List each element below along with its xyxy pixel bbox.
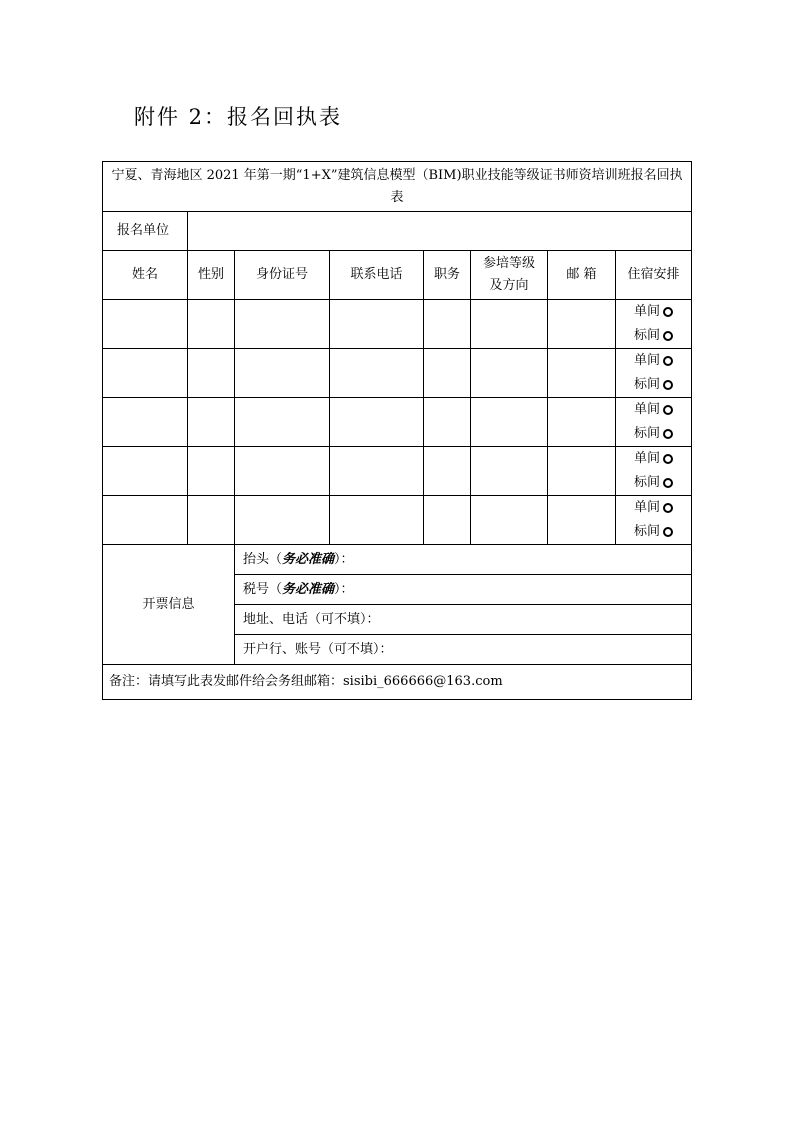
lodging-option-label: 标间	[634, 426, 661, 441]
cell-lodging	[616, 349, 692, 398]
radio-icon[interactable]	[663, 307, 673, 317]
column-header-row	[103, 251, 692, 300]
note: 备注：请填写此表发邮件给会务组邮箱：sisibi_666666@163.com	[103, 665, 692, 700]
unit-field[interactable]	[188, 212, 692, 251]
cell-gender[interactable]	[188, 398, 235, 447]
cell-lodging	[616, 496, 692, 545]
cell-name[interactable]	[103, 349, 188, 398]
lodging-option[interactable]	[634, 398, 673, 422]
cell-name[interactable]	[103, 447, 188, 496]
cell-name[interactable]	[103, 398, 188, 447]
invoice-tax-required: 务必准确	[282, 581, 335, 597]
cell-level[interactable]	[471, 398, 548, 447]
cell-lodging	[616, 300, 692, 349]
cell-level[interactable]	[471, 447, 548, 496]
lodging-option-label: 单间	[634, 304, 661, 319]
radio-icon[interactable]	[663, 478, 673, 488]
cell-gender[interactable]	[188, 496, 235, 545]
column-header: 联系电话	[330, 251, 424, 300]
cell-gender[interactable]	[188, 300, 235, 349]
radio-icon[interactable]	[663, 356, 673, 366]
cell-name[interactable]	[103, 496, 188, 545]
cell-level[interactable]	[471, 349, 548, 398]
cell-position[interactable]	[424, 447, 471, 496]
table-row	[103, 398, 692, 447]
lodging-option-label: 标间	[634, 377, 661, 392]
column-header: 职务	[424, 251, 471, 300]
column-header: 性别	[188, 251, 235, 300]
lodging-option[interactable]	[634, 520, 673, 544]
cell-email[interactable]	[548, 447, 616, 496]
radio-icon[interactable]	[663, 380, 673, 390]
invoice-tax-field[interactable]: 税号（务必准确）：	[235, 575, 692, 605]
table-title: 宁夏、青海地区 2021 年第一期“1+X”建筑信息模型（BIM)职业技能等级证书师资培训班报名回执表	[103, 162, 692, 212]
column-header: 住宿安排	[616, 251, 692, 300]
radio-icon[interactable]	[663, 503, 673, 513]
cell-id-number[interactable]	[235, 398, 330, 447]
lodging-option[interactable]	[634, 496, 673, 520]
lodging-option-label: 单间	[634, 353, 661, 368]
registration-table	[102, 161, 692, 700]
cell-level[interactable]	[471, 300, 548, 349]
lodging-option-label: 单间	[634, 500, 661, 515]
cell-position[interactable]	[424, 349, 471, 398]
lodging-option[interactable]	[634, 349, 673, 373]
table-row	[103, 496, 692, 545]
cell-gender[interactable]	[188, 447, 235, 496]
radio-icon[interactable]	[663, 454, 673, 464]
cell-lodging	[616, 447, 692, 496]
cell-lodging	[616, 398, 692, 447]
cell-id-number[interactable]	[235, 447, 330, 496]
lodging-option[interactable]	[634, 471, 673, 495]
cell-position[interactable]	[424, 496, 471, 545]
lodging-option[interactable]	[634, 300, 673, 324]
cell-name[interactable]	[103, 300, 188, 349]
invoice-title-required: 务必准确	[282, 551, 335, 567]
column-header: 姓名	[103, 251, 188, 300]
cell-id-number[interactable]	[235, 349, 330, 398]
radio-icon[interactable]	[663, 405, 673, 415]
cell-phone[interactable]	[330, 300, 424, 349]
cell-position[interactable]	[424, 398, 471, 447]
cell-email[interactable]	[548, 349, 616, 398]
column-header: 邮 箱	[548, 251, 616, 300]
cell-id-number[interactable]	[235, 300, 330, 349]
table-row	[103, 300, 692, 349]
cell-phone[interactable]	[330, 398, 424, 447]
cell-gender[interactable]	[188, 349, 235, 398]
lodging-option[interactable]	[634, 373, 673, 397]
invoice-bank-field[interactable]: 开户行、账号（可不填）：	[235, 635, 692, 665]
column-header: 身份证号	[235, 251, 330, 300]
lodging-option-label: 单间	[634, 402, 661, 417]
lodging-option[interactable]	[634, 447, 673, 471]
cell-phone[interactable]	[330, 496, 424, 545]
cell-id-number[interactable]	[235, 496, 330, 545]
lodging-option-label: 标间	[634, 328, 661, 343]
invoice-title-field[interactable]: 抬头（务必准确）：	[235, 545, 692, 575]
invoice-address-field[interactable]: 地址、电话（可不填）：	[235, 605, 692, 635]
lodging-option-label: 标间	[634, 475, 661, 490]
cell-phone[interactable]	[330, 447, 424, 496]
lodging-option-label: 单间	[634, 451, 661, 466]
page-heading: 附件 2：报名回执表	[134, 105, 343, 129]
cell-position[interactable]	[424, 300, 471, 349]
radio-icon[interactable]	[663, 331, 673, 341]
cell-phone[interactable]	[330, 349, 424, 398]
radio-icon[interactable]	[663, 527, 673, 537]
cell-email[interactable]	[548, 300, 616, 349]
column-header: 参培等级及方向	[471, 251, 548, 300]
lodging-option-label: 标间	[634, 524, 661, 539]
cell-email[interactable]	[548, 496, 616, 545]
table-row	[103, 447, 692, 496]
cell-email[interactable]	[548, 398, 616, 447]
invoice-label: 开票信息	[103, 545, 235, 665]
unit-label: 报名单位	[103, 212, 188, 251]
radio-icon[interactable]	[663, 429, 673, 439]
cell-level[interactable]	[471, 496, 548, 545]
lodging-option[interactable]	[634, 422, 673, 446]
lodging-option[interactable]	[634, 324, 673, 348]
table-row	[103, 349, 692, 398]
